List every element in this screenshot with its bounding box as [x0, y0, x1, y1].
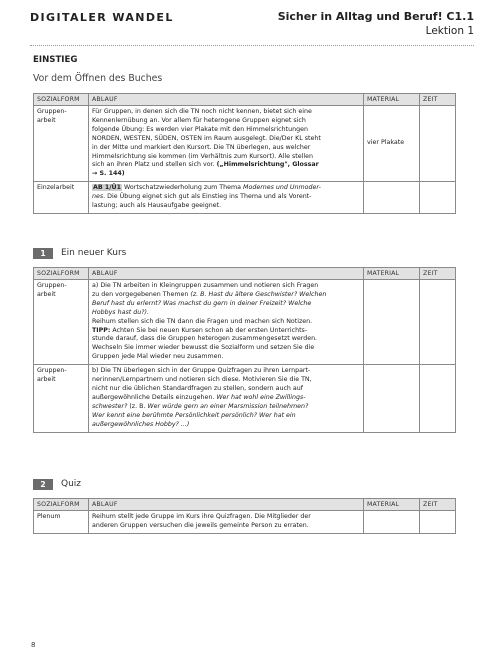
ablauf-text: (z. B. — [127, 402, 148, 410]
column-header-zeit: ZEIT — [420, 499, 456, 511]
ablauf-text: außergewöhnliche Details einzugehen. — [92, 393, 217, 401]
cell-material: vier Plakate — [364, 106, 420, 182]
ablauf-line: NORDEN, WESTEN, SÜDEN, OSTEN im Raum ausgelegt. Die/Der KL steht — [92, 134, 321, 142]
ablauf-line — [92, 403, 360, 412]
table-header-row — [34, 499, 456, 511]
section1-table — [33, 267, 456, 433]
header-title: Sicher in Alltag und Beruf! C1.1 — [277, 10, 474, 23]
einstieg-table — [33, 93, 456, 214]
column-header-zeit: ZEIT — [420, 268, 456, 280]
section-title: Ein neuer Kurs — [61, 248, 127, 258]
table-header-row — [34, 268, 456, 280]
table-row — [34, 365, 456, 432]
ablauf-italic: Wer würde gern an einer Marsmission teilnehmen? — [147, 402, 309, 410]
table-row — [34, 280, 456, 365]
cell-zeit — [420, 365, 456, 432]
ablauf-line: Beruf hast du erlernt? Was machst du gern in deiner Freizeit? Welche — [92, 299, 312, 307]
cell-zeit — [420, 106, 456, 182]
cell-sozialform: Gruppen- arbeit — [34, 280, 89, 365]
cell-ablauf — [89, 511, 364, 534]
column-header-ablauf: ABLAUF — [89, 268, 364, 280]
ablauf-line — [92, 193, 360, 202]
cell-material — [364, 280, 420, 365]
ablauf-line: Reihum stellen sich die TN dann die Fragen und machen sich Notizen. — [92, 317, 313, 325]
header-divider — [30, 45, 474, 46]
column-header-ablauf: ABLAUF — [89, 499, 364, 511]
cell-ablauf — [89, 106, 364, 182]
ablauf-line: nicht nur die üblichen Standardfragen zu stellen, sondern auch auf — [92, 384, 303, 392]
ablauf-line — [92, 184, 360, 193]
cell-sozialform: Einzelarbeit — [34, 182, 89, 214]
cell-ablauf — [89, 182, 364, 214]
table-header-row — [34, 94, 456, 106]
einstieg-heading: EINSTIEG — [33, 55, 78, 65]
table-row — [34, 182, 456, 214]
ablauf-line — [92, 291, 360, 300]
ablauf-line — [92, 394, 360, 403]
ablauf-line: Wechseln Sie immer wieder bewusst die Sozialform und setzen Sie die — [92, 344, 315, 352]
ablauf-line — [92, 327, 360, 336]
cell-ablauf — [89, 365, 364, 432]
cell-material — [364, 182, 420, 214]
ablauf-text: . Die Übung eignet sich gut als Einstieg ins Thema und als Vorent- — [103, 193, 312, 201]
ablauf-line: b) Die TN überlegen sich in der Gruppe Quizfragen zu ihren Lernpart- — [92, 367, 311, 375]
header-lesson: Lektion 1 — [425, 25, 474, 37]
ablauf-text: Achten Sie bei neuen Kursen schon ab der ersten Unterrichts- — [110, 326, 308, 334]
glossar-page-reference: → S. 144) — [92, 170, 125, 178]
ablauf-italic: Modernes und Unmoder- — [243, 184, 321, 192]
column-header-sozialform: SOZIALFORM — [34, 268, 89, 280]
ablauf-line — [92, 161, 360, 170]
ablauf-line: anderen Gruppen versuchen die jeweils gemeinte Person zu erraten. — [92, 521, 309, 529]
column-header-sozialform: SOZIALFORM — [34, 94, 89, 106]
cell-sozialform: Plenum — [34, 511, 89, 534]
cell-zeit — [420, 280, 456, 365]
cell-sozialform: Gruppen- arbeit — [34, 365, 89, 432]
ablauf-line: Gruppen jede Mal wieder neu zusammen. — [92, 353, 224, 361]
cell-sozialform: Gruppen- arbeit — [34, 106, 89, 182]
section2-table — [33, 498, 456, 534]
einstieg-subtitle: Vor dem Öffnen des Buches — [33, 73, 163, 84]
ablauf-line: in der Mitte und markiert den Kursort. Die TN überlegen, aus welcher — [92, 143, 311, 151]
column-header-ablauf: ABLAUF — [89, 94, 364, 106]
column-header-material: MATERIAL — [364, 499, 420, 511]
ablauf-italic: (z. B. Hast du ältere Geschwister? Welchen — [190, 290, 327, 298]
table-row — [34, 511, 456, 534]
ablauf-line: folgende Übung: Es werden vier Plakate mit den Himmelsrichtungen — [92, 125, 308, 133]
column-header-zeit: ZEIT — [420, 94, 456, 106]
ablauf-line: lastung; auch als Hausaufgabe geeignet. — [92, 202, 222, 210]
page-number: 8 — [31, 641, 36, 649]
ablauf-italic: Wer hat wohl eine Zwillings- — [216, 393, 306, 401]
cell-material — [364, 365, 420, 432]
column-header-material: MATERIAL — [364, 268, 420, 280]
page-header — [30, 9, 474, 43]
cell-zeit — [420, 182, 456, 214]
section-number-badge: 1 — [33, 248, 53, 259]
ablauf-line: Für Gruppen, in denen sich die TN noch nicht kennen, bietet sich eine — [92, 108, 312, 115]
ablauf-italic: schwester? — [92, 402, 128, 410]
ablauf-line: Kennenlernübung an. Vor allem für heterogene Gruppen eignet sich — [92, 116, 306, 124]
cell-zeit — [420, 511, 456, 534]
table-row — [34, 106, 456, 182]
section-number-badge: 2 — [33, 479, 53, 490]
cell-material — [364, 511, 420, 534]
ablauf-text: zu den vorgegebenen Themen — [92, 290, 191, 298]
ablauf-line: nerinnen/Lernpartnern und notieren sich diese. Motivieren Sie die TN, — [92, 376, 312, 384]
tipp-label: TIPP: — [92, 326, 111, 334]
arbeitsbuch-tag: AB 1/Ü1 — [93, 184, 122, 192]
ablauf-text: Wortschatzwiederholung zum Thema — [122, 184, 244, 192]
column-header-sozialform: SOZIALFORM — [34, 499, 89, 511]
header-brand: DIGITALER WANDEL — [30, 11, 174, 24]
ablauf-line: Reihum stellt jede Gruppe im Kurs ihre Quizfragen. Die Mitglieder der — [92, 513, 311, 520]
ablauf-text: sich an ihren Platz und stellen sich vor. — [92, 161, 215, 169]
ablauf-italic: nes — [92, 193, 104, 201]
ablauf-line: stunde darauf, dass die Gruppen heterogen zusammengesetzt werden. — [92, 335, 318, 343]
ablauf-line: Himmelsrichtung sie kommen (im Verhältnis zum Kursort). Alle stellen — [92, 152, 313, 160]
column-header-material: MATERIAL — [364, 94, 420, 106]
ablauf-line: a) Die TN arbeiten in Kleingruppen zusammen und notieren sich Fragen — [92, 282, 319, 289]
ablauf-line: Hobbys hast du?). — [92, 308, 149, 316]
header-right — [278, 9, 474, 39]
glossar-reference: („Himmelsrichtung", Glossar — [216, 161, 319, 169]
section-title: Quiz — [61, 479, 82, 489]
cell-ablauf — [89, 280, 364, 365]
ablauf-line: Wer kennt eine berühmte Persönlichkeit persönlich? Wer hat ein — [92, 411, 296, 419]
ablauf-line: außergewöhnliches Hobby? ...) — [92, 420, 190, 428]
